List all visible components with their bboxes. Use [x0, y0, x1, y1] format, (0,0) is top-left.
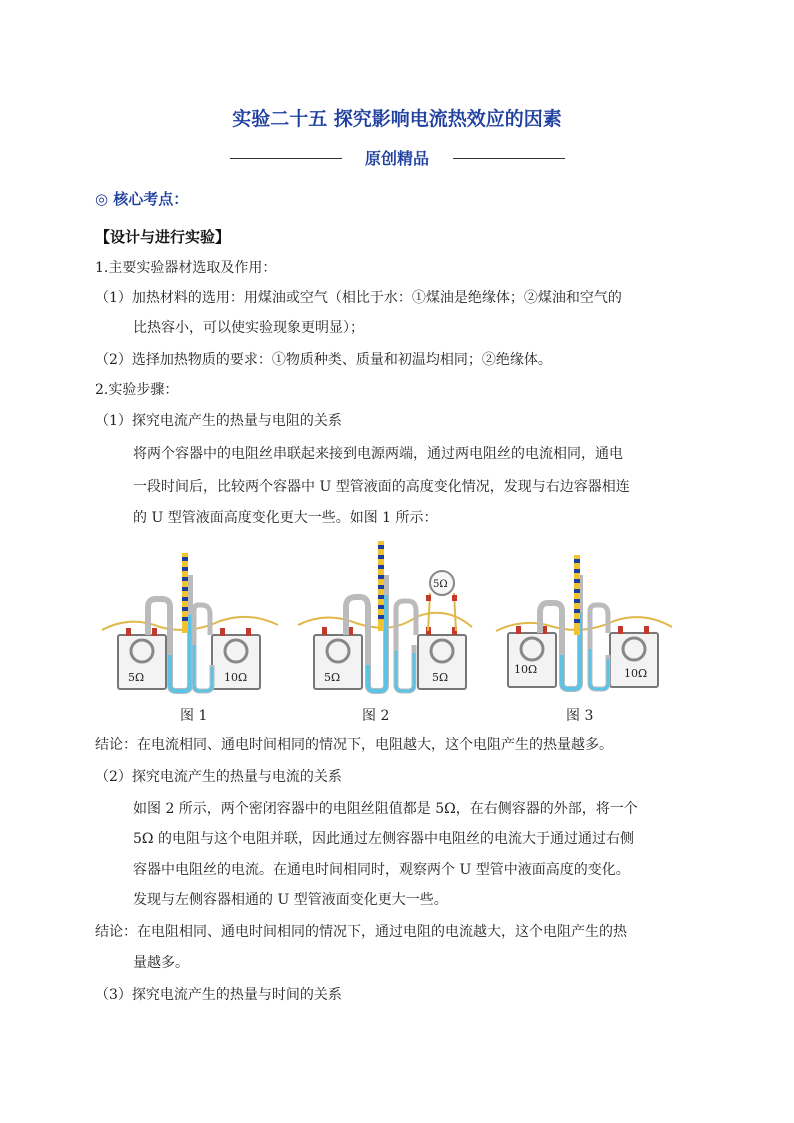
fig3-left-resistor-label: 10Ω: [514, 663, 538, 676]
fig1-left-resistor-label: 5Ω: [128, 671, 145, 684]
figure-2-caption: 图 2: [362, 708, 390, 724]
text-line: （2）探究电流产生的热量与电流的关系: [95, 769, 342, 785]
text-line: 5Ω 的电阻与这个电阻并联，因此通过左侧容器中电阻丝的电流大于通过通过右侧: [133, 831, 634, 847]
fig2-external-resistor-label: 5Ω: [433, 579, 448, 590]
figure-3-diagram: [494, 535, 674, 695]
figure-3-caption: 图 3: [566, 708, 594, 724]
text-line: 2.实验步骤：: [95, 382, 179, 398]
text-line: （1）加热材料的选用：用煤油或空气（相比于水：①煤油是绝缘体；②煤油和空气的: [95, 290, 622, 306]
design-section-heading: 【设计与进行实验】: [95, 228, 231, 246]
figure-2-diagram: [296, 535, 486, 695]
text-line: （2）选择加热物质的要求：①物质种类、质量和初温均相同；②绝缘体。: [95, 352, 552, 368]
page-subtitle: 原创精品: [364, 149, 429, 168]
text-line: 结论：在电阻相同、通电时间相同的情况下，通过电阻的电流越大，这个电阻产生的热: [95, 924, 627, 940]
fig2-right-resistor-label: 5Ω: [432, 671, 449, 684]
text-line: 如图 2 所示，两个密闭容器中的电阻丝阻值都是 5Ω，在右侧容器的外部，将一个: [133, 801, 638, 817]
core-points-heading: ◎ 核心考点：: [95, 190, 189, 208]
fig2-left-resistor-label: 5Ω: [324, 671, 341, 684]
text-line: （3）探究电流产生的热量与时间的关系: [95, 987, 342, 1003]
figure-1-diagram: [100, 535, 280, 695]
text-line: 发现与左侧容器相通的 U 型管液面变化更大一些。: [133, 892, 448, 908]
fig3-right-resistor-label: 10Ω: [624, 667, 648, 680]
fig1-right-resistor-label: 10Ω: [224, 671, 248, 684]
text-line: 量越多。: [133, 955, 189, 971]
text-line: 1.主要实验器材选取及作用：: [95, 260, 277, 276]
text-line: 将两个容器中的电阻丝串联起来接到电源两端，通过两电阻丝的电流相同，通电: [133, 446, 623, 462]
text-line: （1）探究电流产生的热量与电阻的关系: [95, 413, 342, 429]
subtitle-right-rule: [453, 158, 565, 159]
page-title: 实验二十五 探究影响电流热效应的因素: [232, 108, 562, 130]
figure-1-caption: 图 1: [180, 708, 208, 724]
text-line: 的 U 型管液面高度变化更大一些。如图 1 所示：: [133, 510, 438, 526]
text-line: 一段时间后，比较两个容器中 U 型管液面的高度变化情况，发现与右边容器相连: [133, 479, 630, 495]
text-line: 比热容小，可以使实验现象更明显）；: [133, 320, 364, 336]
text-line: 结论：在电流相同、通电时间相同的情况下，电阻越大，这个电阻产生的热量越多。: [95, 737, 613, 753]
text-line: 容器中电阻丝的电流。在通电时间相同时，观察两个 U 型管中液面高度的变化。: [133, 862, 630, 878]
